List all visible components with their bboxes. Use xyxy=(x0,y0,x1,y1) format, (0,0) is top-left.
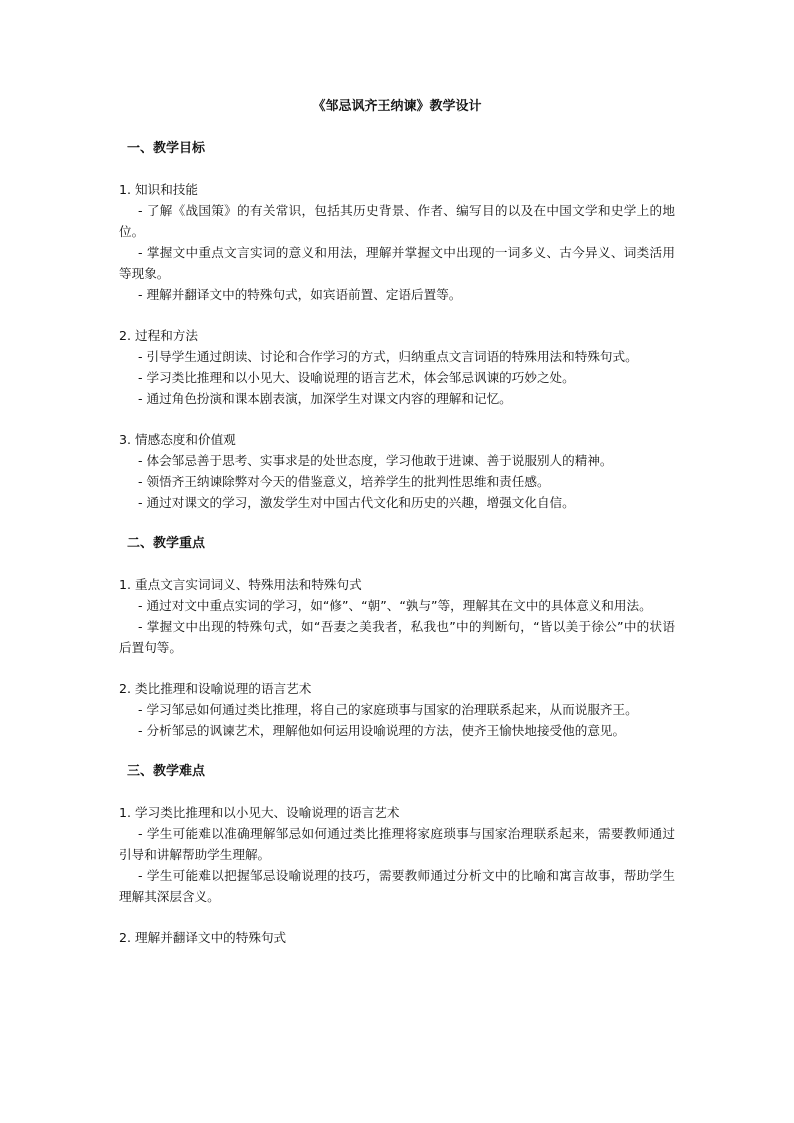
subsection xyxy=(119,678,675,741)
subsection xyxy=(119,927,675,948)
subsection-heading: 2. 过程和方法 xyxy=(119,328,198,343)
subsection-heading: 2. 类比推理和设喻说理的语言艺术 xyxy=(119,681,312,696)
bullet-item: - 掌握文中重点文言实词的意义和用法，理解并掌握文中出现的一词多义、古今异义、词类活用等现象。 xyxy=(119,245,675,281)
subsection-heading: 2. 理解并翻译文中的特殊句式 xyxy=(119,930,287,945)
subsection xyxy=(119,179,675,305)
subsection xyxy=(119,574,675,658)
bullet-item: - 了解《战国策》的有关常识，包括其历史背景、作者、编写目的以及在中国文学和史学上的地位。 xyxy=(119,203,675,239)
bullet-item: - 通过对文中重点实词的学习，如“修”、“朝”、“孰与”等，理解其在文中的具体意义和用法。 xyxy=(138,598,652,613)
bullet-item: - 理解并翻译文中的特殊句式，如宾语前置、定语后置等。 xyxy=(138,287,462,302)
document-title: 《邹忌讽齐王纳谏》教学设计 xyxy=(312,99,482,114)
bullet-item: - 体会邹忌善于思考、实事求是的处世态度，学习他敢于进谏、善于说服别人的精神。 xyxy=(138,453,613,468)
bullet-item: - 学习邹忌如何通过类比推理，将自己的家庭琐事与国家的治理联系起来，从而说服齐王。 xyxy=(138,702,638,717)
section-heading: 三、教学难点 xyxy=(127,764,206,779)
bullet-item: - 通过对课文的学习，激发学生对中国古代文化和历史的兴趣，增强文化自信。 xyxy=(138,495,575,510)
bullet-item: - 通过角色扮演和课本剧表演，加深学生对课文内容的理解和记忆。 xyxy=(138,391,512,406)
subsection-heading: 1. 知识和技能 xyxy=(119,182,198,197)
bullet-item: - 掌握文中出现的特殊句式，如“吾妻之美我者，私我也”中的判断句，“皆以美于徐公”中的状语后置句等。 xyxy=(119,619,675,655)
section-heading: 二、教学重点 xyxy=(127,536,206,551)
bullet-item: - 学生可能难以准确理解邹忌如何通过类比推理将家庭琐事与国家治理联系起来，需要教师通过引导和讲解帮助学生理解。 xyxy=(119,826,675,862)
subsection-heading: 3. 情感态度和价值观 xyxy=(119,432,236,447)
subsection-heading: 1. 学习类比推理和以小见大、设喻说理的语言艺术 xyxy=(119,805,400,820)
subsection xyxy=(119,802,675,907)
bullet-item: - 领悟齐王纳谏除弊对今天的借鉴意义，培养学生的批判性思维和责任感。 xyxy=(138,474,550,489)
bullet-item: - 学习类比推理和以小见大、设喻说理的语言艺术，体会邹忌讽谏的巧妙之处。 xyxy=(138,370,575,385)
bullet-item: - 引导学生通过朗读、讨论和合作学习的方式，归纳重点文言词语的特殊用法和特殊句式。 xyxy=(138,349,638,364)
subsection-heading: 1. 重点文言实词词义、特殊用法和特殊句式 xyxy=(119,577,362,592)
subsection xyxy=(119,429,675,513)
section-heading: 一、教学目标 xyxy=(127,141,206,156)
subsection xyxy=(119,325,675,409)
bullet-item: - 学生可能难以把握邹忌设喻说理的技巧，需要教师通过分析文中的比喻和寓言故事，帮助学生理解其深层含义。 xyxy=(119,868,675,904)
document-body xyxy=(119,138,675,968)
bullet-item: - 分析邹忌的讽谏艺术，理解他如何运用设喻说理的方法，使齐王愉快地接受他的意见。 xyxy=(138,723,626,738)
